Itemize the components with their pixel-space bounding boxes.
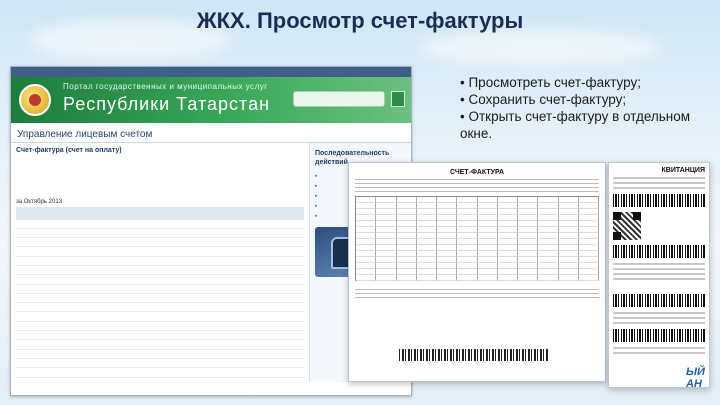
invoice-grid (355, 196, 599, 281)
feature-item: • Открыть счет-фактуру в отдельном окне. (460, 109, 691, 141)
receipt-barcode (613, 245, 705, 258)
receipt-barcode (613, 329, 705, 342)
banner-title: Республики Татарстан (63, 94, 271, 114)
table-row (16, 340, 304, 349)
notice-text (16, 190, 304, 196)
feature-item: • Сохранить счет-фактуру; (460, 92, 627, 107)
invoice-panel (11, 143, 309, 382)
receipt-barcode (613, 294, 705, 307)
nav-item[interactable] (71, 68, 125, 76)
table-row (16, 265, 304, 274)
table-row (16, 358, 304, 367)
nav-item[interactable] (298, 68, 352, 76)
table-row (16, 238, 304, 247)
nav-item[interactable] (354, 68, 408, 76)
background-cloud (420, 30, 660, 66)
receipt-document (608, 162, 710, 388)
coat-of-arms-icon (19, 84, 51, 116)
table-row (16, 349, 304, 358)
feature-list (460, 74, 710, 142)
nav-item[interactable] (14, 68, 68, 76)
feature-item: • Просмотреть счет-фактуру; (460, 75, 641, 90)
receipt-barcode (613, 194, 705, 207)
portal-banner (11, 77, 411, 123)
table-row (16, 321, 304, 330)
receipt-title: КВИТАНЦИЯ (661, 167, 705, 174)
invoice-document (348, 162, 606, 382)
nav-item[interactable] (184, 68, 238, 76)
slide-title: ЖКХ. Просмотр счет-фактуры (196, 8, 524, 33)
nav-item[interactable] (241, 68, 295, 76)
search-button[interactable] (391, 91, 405, 107)
table-row (16, 368, 304, 377)
table-row (16, 275, 304, 284)
period-label: за Октябрь 2013 (16, 199, 63, 205)
table-header-row (16, 207, 304, 219)
nav-item[interactable] (127, 68, 181, 76)
table-row (16, 284, 304, 293)
table-row (16, 256, 304, 265)
sidebar-title: Последовательность действий (315, 150, 390, 166)
search-input[interactable] (293, 91, 385, 107)
table-row (16, 219, 304, 228)
table-row (16, 331, 304, 340)
table-row (16, 303, 304, 312)
corner-logo: ЫЙ АН (686, 366, 705, 390)
top-nav-bar (11, 67, 411, 77)
page-heading: Управление лицевым счетом (11, 123, 411, 143)
invoice-table (16, 207, 304, 378)
banner-subtitle: Портал государственных и муниципальных услуг (63, 82, 268, 91)
invoice-doc-title: СЧЕТ-ФАКТУРА (449, 169, 505, 176)
table-row (16, 247, 304, 256)
table-row (16, 293, 304, 302)
invoice-section-title: Счет-фактура (счет на оплату) (16, 147, 122, 154)
table-row (16, 228, 304, 237)
qr-code-icon (613, 212, 641, 240)
account-link[interactable] (16, 162, 304, 168)
invoice-barcode (399, 349, 549, 361)
table-row (16, 312, 304, 321)
